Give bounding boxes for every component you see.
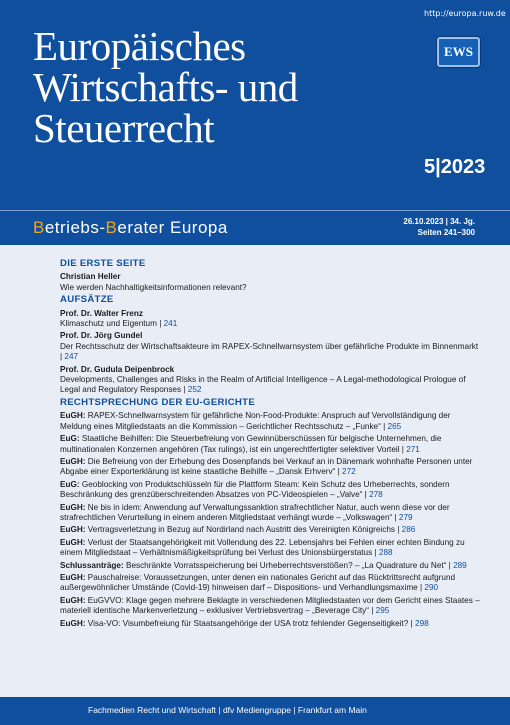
case-entry[interactable]: EuGH: RAPEX-Schnellwarnsystem für gefährliche Non-Food-Produkte: Anspruch auf Vervollständigung der Meldung eines Mitgliedstaats an die Kommission – Gerichtlicher Rechtsschutz – „Funke“ | 265 [60,411,451,431]
brand-name: Betriebs-Berater Europa [33,218,228,237]
case-entry[interactable]: EuG: Staatliche Beihilfen: Die Steuerbefreiung von Gewinnüberschüssen für belgische Unternehmen, die multinationalen Konzernen angehören (Tax rulings), ist ein ungerechtfertigter selektiver Vorteil | 271 [60,434,442,454]
publisher-footer [0,697,510,725]
article-entry[interactable]: Developments, Challenges and Risks in the Realm of Artificial Intelligence – A Legal-methodological Prologue of Legal and Regulatory Responses | 252 [60,375,466,395]
case-entry[interactable]: EuGH: Die Befreiung von der Erhebung des Dosenpfands bei Verkauf an in Dänemark wohnhafte Personen unter Abgabe einer Exporterklärung ist keine staatliche Beihilfe – „Dansk Erhverv“ | 272 [60,456,473,477]
title-line-2: Wirtschafts- und [33,64,298,110]
publisher-text: Fachmedien Recht und Wirtschaft | dfv Mediengruppe | Frankfurt am Main [88,705,367,715]
article-entry[interactable]: Der Rechtsschutz der Wirtschaftsakteure im RAPEX-Schnellwarnsystem über gefährliche Produkte im Binnenmarkt | 247 [60,341,479,362]
title-line-3: Steuerrecht [33,105,215,151]
brand-band [0,210,510,245]
title-line-1: Europäisches [33,23,246,69]
case-entry[interactable]: Schlussanträge: Beschränkte Vorratsspeicherung bei Urheberrechtsverstößen? – „La Quadrature du Net“ | 289 [60,560,467,570]
issue-meta [403,216,475,238]
case-entry[interactable]: EuGH: Verlust der Staatsangehörigkeit mit Vollendung des 22. Lebensjahrs bei Fehlen einer echten Bindung zu einem Mitgliedstaat – Verhältnismäßigkeitsprüfung bei Verlust des Unionsbürgerstatus | 288 [60,537,465,558]
case-entry[interactable]: EuGH: Visa-VO: Visumbefreiung für Staatsangehörige der USA trotz fehlender Gegenseitigkeit? | 298 [60,618,429,628]
table-of-contents [60,257,480,631]
section-heading-rechtsprechung: RECHTSPRECHUNG DER EU-GERICHTE [60,396,256,408]
article-title[interactable]: Wie werden Nachhaltigkeitsinformationen relevant? [60,282,247,292]
ews-logo-badge: EWS [437,37,480,67]
author: Prof. Dr. Walter Frenz [60,308,143,318]
issue-pages: Seiten 241–300 [417,228,475,237]
author: Prof. Dr. Gudula Deipenbrock [60,364,175,374]
section-heading-aufsaetze: AUFSÄTZE [60,294,114,306]
case-entry[interactable]: EuGH: Ne bis in idem: Anwendung auf Verwaltungssanktion strafrechtlicher Natur, auch wenn diese vor der strafrechtlichen Verurteilung in einem anderen Mitgliedstaat verhängt wurde – „Volkswagen“ | 279 [60,502,450,522]
issue-number: 5|2023 [424,156,486,178]
author: Prof. Dr. Jörg Gundel [60,331,143,341]
case-entry[interactable]: EuGH: Vertragsverletzung in Bezug auf Nordirland nach Austritt des Vereinigten Königreichs | 286 [60,525,416,535]
article-entry[interactable]: Klimaschutz und Eigentum | 241 [60,319,178,329]
section-heading-erste-seite: DIE ERSTE SEITE [60,258,146,269]
case-entry[interactable]: EuG: Geoblocking von Produktschlüsseln für die Plattform Steam: Kein Schutz des Urheberrechts, sondern Beschränkung des grenzüberschreitenden Absatzes von PC-Videospielen – „Valve“ | 278 [60,479,450,500]
case-entry[interactable]: EuGH: EuGVVO: Klage gegen mehrere Beklagte in verschiedenen Mitgliedstaaten vor dem Gericht eines Staates – materiell identische Markenverletzung – exklusiver Vertriebsvertrag – „Beverage City“ | 295 [60,595,480,616]
issue-date: 26.10.2023 | 34. Jg. [403,217,475,226]
cover-header [0,0,510,210]
case-entry[interactable]: EuGH: Pauschalreise: Voraussetzungen, unter denen ein nationales Gericht auf das Rücktrittsrecht aufgrund außergewöhnlicher Umstände (Covid-19) hinweisen darf – Dispositions- und Verhandlungsmaxime | 290 [60,572,456,593]
author: Christian Heller [60,272,121,282]
website-url[interactable]: http://europa.ruw.de [424,9,506,18]
journal-title [33,23,298,151]
